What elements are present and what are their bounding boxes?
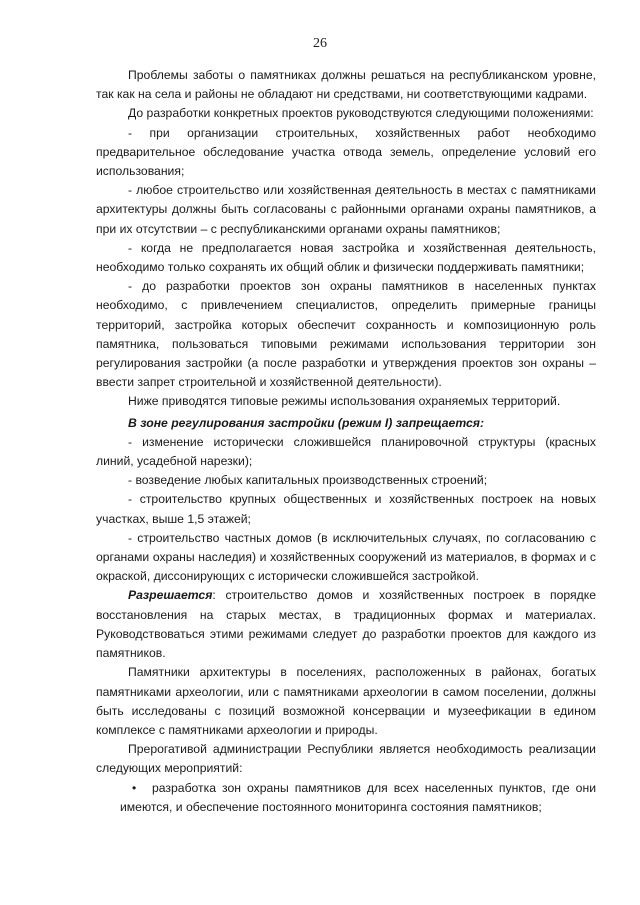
regime-heading: В зоне регулирования застройки (режим I) запрещается: (128, 415, 485, 430)
bullet-list-item (96, 779, 596, 817)
paragraph-provisions-lead: До разработки конкретных проектов руководствуются следующими положениями: (128, 106, 594, 121)
provision-item: - при организации строительных, хозяйственных работ необходимо предварительное обследование участка отвода земель, определение условий его использования; (96, 125, 596, 179)
page-number: 26 (313, 36, 327, 51)
prohibited-item: - строительство крупных общественных и хозяйственных построек на новых участках, выше 1,5 этажей; (96, 492, 596, 526)
bullet-text: разработка зон охраны памятников для всех населенных пунктов, где они имеются, и обеспечение постоянного мониторинга состояния памятников; (120, 780, 596, 814)
bullet-icon: • (132, 780, 137, 795)
allowed-lead: Разрешается (128, 588, 213, 603)
paragraph-allowed (96, 586, 596, 663)
prohibited-item: - изменение исторически сложившейся планировочной структуры (красных линий, усадебной нарезки); (96, 434, 596, 469)
prohibited-item: - строительство частных домов (в исключительных случаях, по согласованию с органами охраны наследия) и хозяйственных сооружений из материалов, в формах и с окраской, диссонирующих с исторически сложившейся застройкой. (96, 530, 596, 584)
paragraph-intro: Проблемы заботы о памятниках должны решаться на республиканском уровне, так как на села и районы не обладают ни средствами, ни соответствующими кадрами. (96, 68, 596, 102)
prohibited-item: - возведение любых капитальных производственных строений; (128, 473, 488, 488)
paragraph-prerogative: Прерогативой администрации Республики является необходимость реализации следующих мероприятий: (96, 742, 596, 776)
allowed-text: : строительство домов и хозяйственных построек в порядке восстановления на старых местах, в традиционных формах и материалах. Руководствоваться этими режимами следует до разработки проектов для каждого из памятников. (96, 588, 596, 661)
document-body (96, 66, 596, 817)
provision-item: - до разработки проектов зон охраны памятников в населенных пунктах необходимо, с привлечением специалистов, определить примерные границы территорий, застройка которых обеспечит сохранность и композиционную роль памятника, пользоваться типовыми режимами использования территории зон регулирования застройки (а после разработки и утверждения проектов зон охраны – ввести запрет строительной и хозяйственной деятельности). (96, 279, 596, 390)
paragraph-regimes-intro: Ниже приводятся типовые режимы использования охраняемых территорий. (128, 394, 561, 409)
provision-item: - любое строительство или хозяйственная деятельность в местах с памятниками архитектуры должны быть согласованы с районными органами охраны памятников, а при их отсутствии – с республиканскими органами охраны памятников; (96, 183, 596, 236)
paragraph-archaeology: Памятники архитектуры в поселениях, расположенных в районах, богатых памятниками археологии, или с памятниками археологии в самом поселении, должны быть исследованы с позиций возможной консервации и музеефикации в едином комплексе с памятниками археологии и природы. (96, 665, 596, 737)
provision-item: - когда не предполагается новая застройка и хозяйственная деятельность, необходимо только сохранять их общий облик и физически поддерживать памятники; (96, 240, 596, 275)
